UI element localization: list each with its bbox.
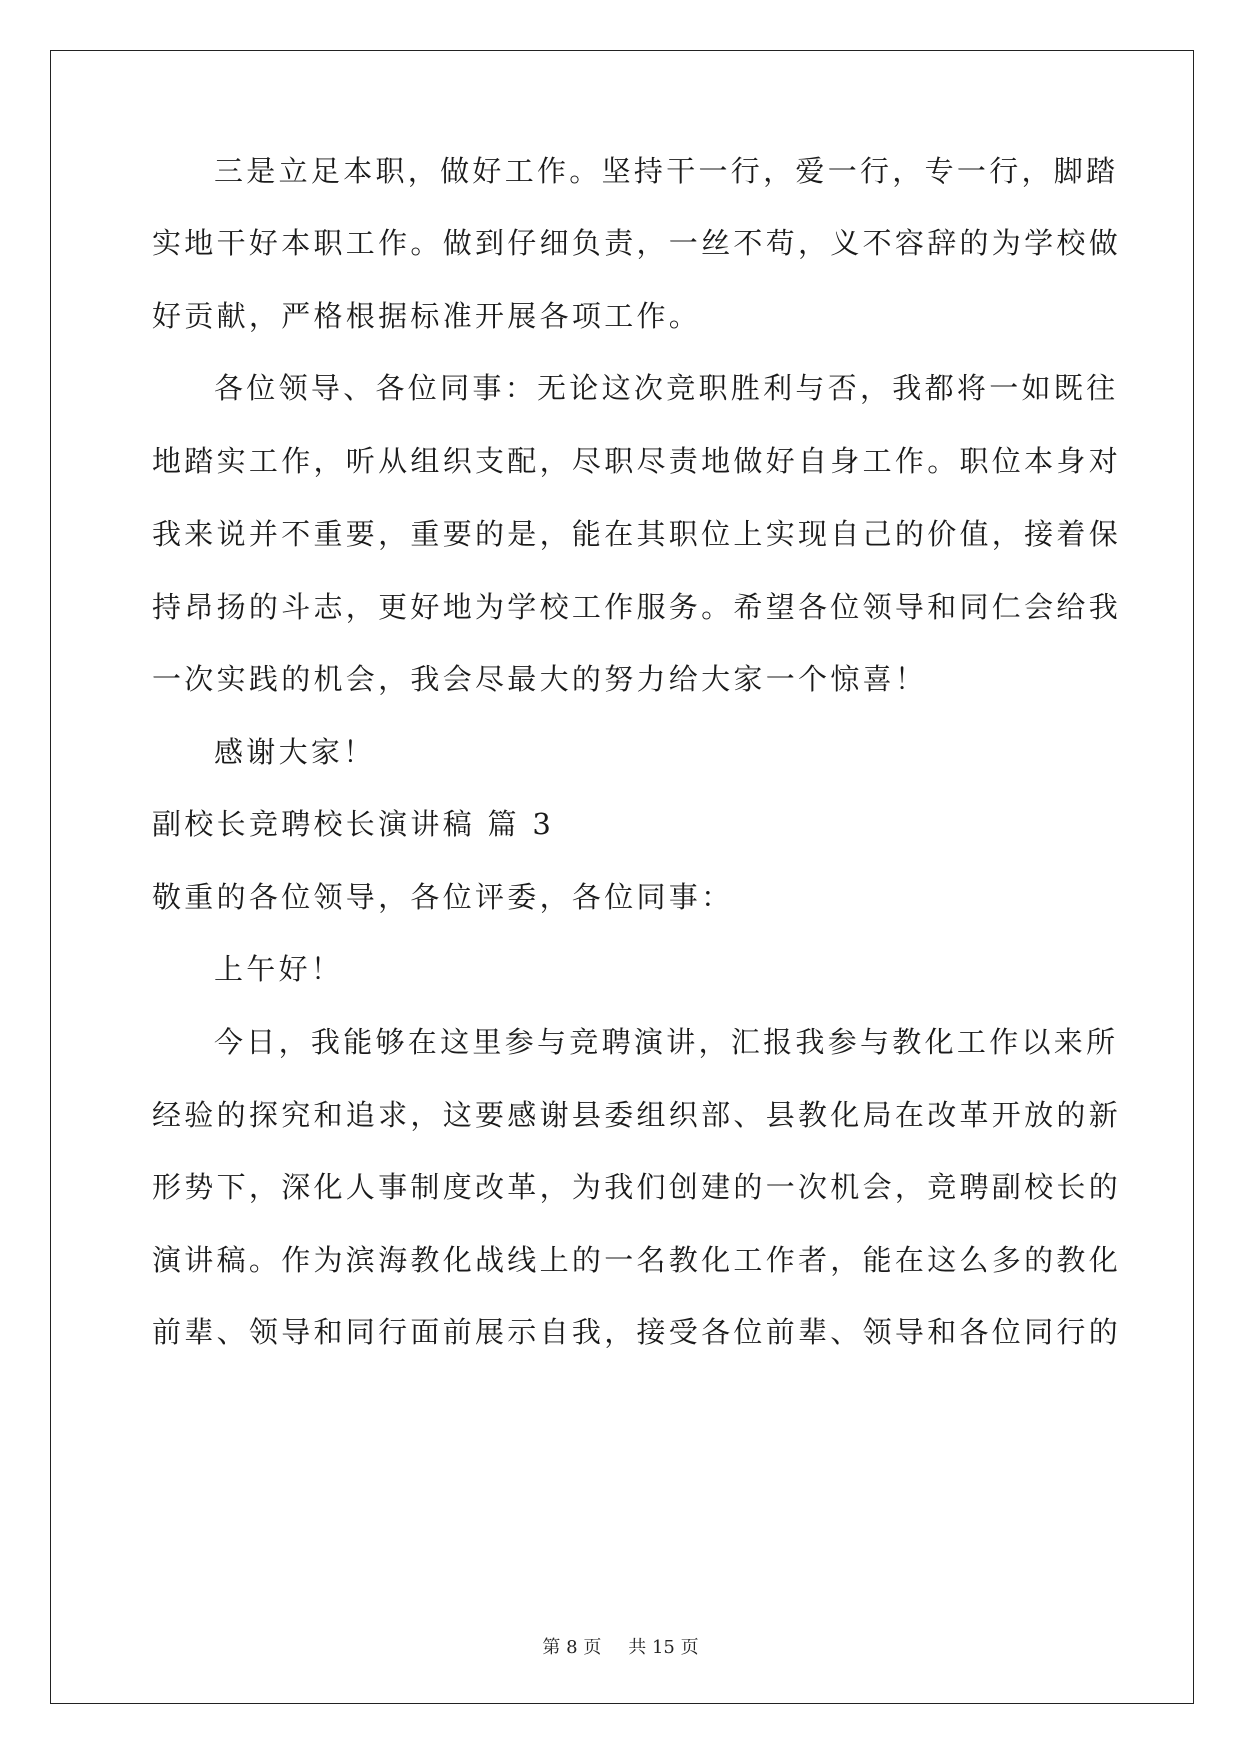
paragraph-line: 我来说并不重要，重要的是，能在其职位上实现自己的价值，接着保 [152,517,1122,551]
paragraph-line: 好贡献，严格根据标准开展各项工作。 [152,299,702,333]
section-heading: 副校长竞聘校长演讲稿 篇 3 [152,807,555,841]
greeting: 上午好！ [214,952,344,986]
paragraph-line: 地踏实工作，听从组织支配，尽职尽责地做好自身工作。职位本身对 [152,444,1122,478]
paragraph-line: 一次实践的机会，我会尽最大的努力给大家一个惊喜！ [152,662,928,696]
paragraph-line: 经验的探究和追求，这要感谢县委组织部、县教化局在改革开放的新 [152,1098,1122,1132]
paragraph-line: 各位领导、各位同事：无论这次竞职胜利与否，我都将一如既往 [214,371,1119,405]
salutation: 敬重的各位领导，各位评委，各位同事： [152,880,734,914]
page-number: 第 8 页 [542,1637,602,1658]
paragraph-line: 形势下，深化人事制度改革，为我们创建的一次机会，竞聘副校长的 [152,1170,1122,1204]
paragraph-line: 今日，我能够在这里参与竞聘演讲，汇报我参与教化工作以来所 [214,1025,1119,1059]
paragraph-line: 前辈、领导和同行面前展示自我，接受各位前辈、领导和各位同行的 [152,1315,1122,1349]
paragraph-line: 三是立足本职，做好工作。坚持干一行，爱一行，专一行，脚踏 [214,154,1119,188]
page-footer [0,1637,1241,1659]
paragraph-line: 实地干好本职工作。做到仔细负责，一丝不苟，义不容辞的为学校做 [152,226,1122,260]
paragraph-line: 演讲稿。作为滨海教化战线上的一名教化工作者，能在这么多的教化 [152,1243,1122,1277]
page-total: 共 15 页 [628,1637,699,1658]
paragraph-line: 持昂扬的斗志，更好地为学校工作服务。希望各位领导和同仁会给我 [152,590,1122,624]
paragraph-line: 感谢大家！ [214,735,376,769]
